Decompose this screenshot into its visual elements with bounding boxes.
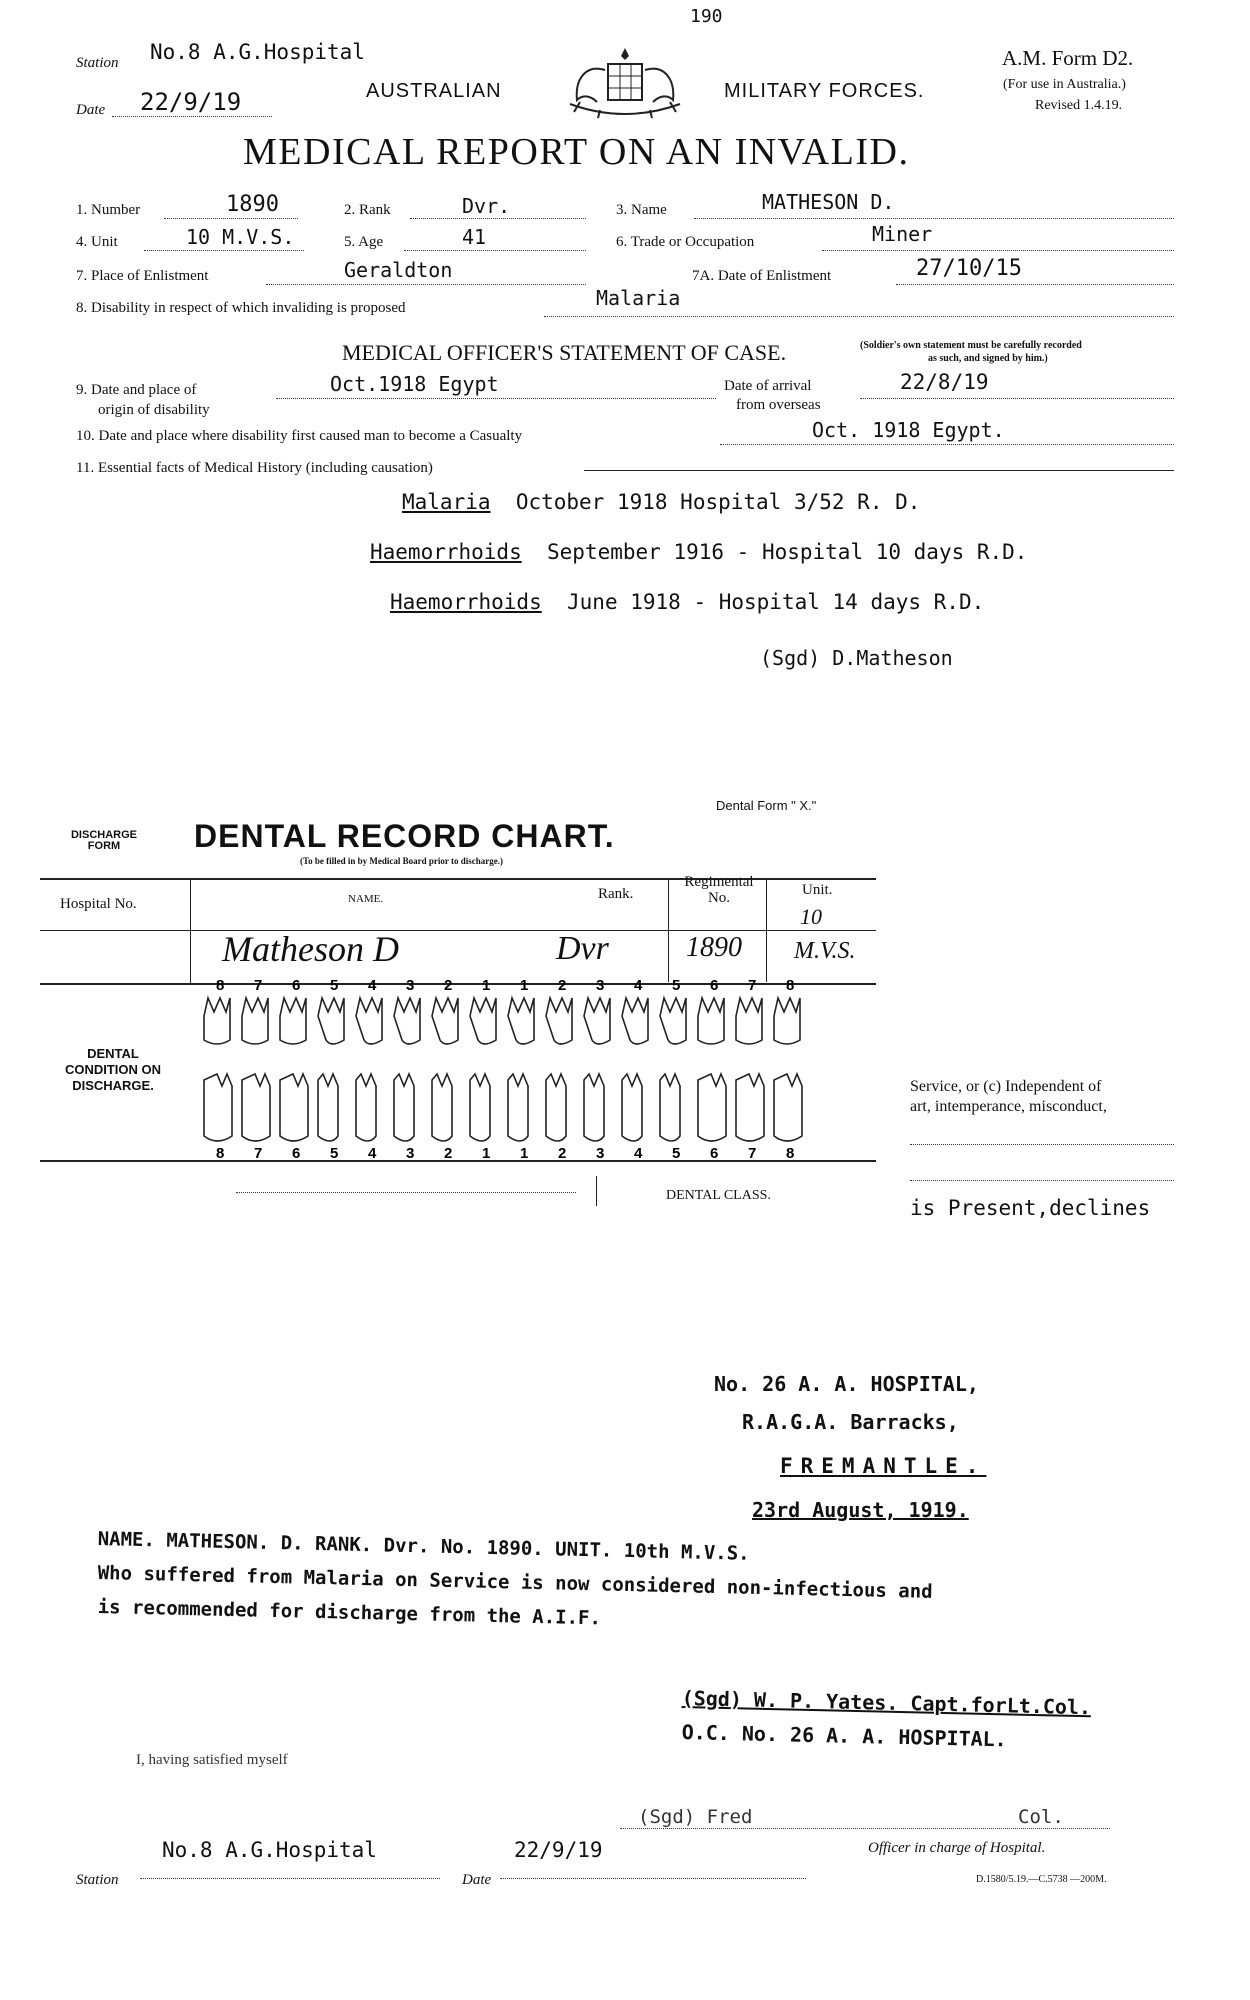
- lower-tooth: [774, 1074, 802, 1141]
- upper-tooth: [774, 998, 800, 1044]
- tooth-number-lower: 3: [596, 1145, 605, 1160]
- footer-date-value: 22/9/19: [514, 1838, 603, 1862]
- hospital-note-officer: O.C. No. 26 A. A. HOSPITAL.: [681, 1720, 1008, 1752]
- partial-line-2: art, intemperance, misconduct,: [910, 1098, 1107, 1115]
- upper-tooth: [470, 998, 496, 1044]
- footer-station-value: No.8 A.G.Hospital: [162, 1838, 377, 1862]
- col-regimental-no: Regimental No.: [684, 874, 754, 906]
- name-value: MATHESON D.: [762, 190, 895, 214]
- lower-tooth: [546, 1074, 566, 1141]
- tooth-number-upper: 8: [216, 977, 225, 994]
- q10-label: 10. Date and place where disability first caused man to become a Casualty: [76, 428, 523, 444]
- q11-label: 11. Essential facts of Medical History (including causation): [76, 460, 433, 476]
- coat-of-arms-emblem: [560, 40, 690, 130]
- col-name: NAME.: [348, 893, 384, 905]
- station-value: No.8 A.G.Hospital: [150, 40, 365, 64]
- entry-name: Matheson D: [222, 929, 399, 969]
- tooth-number-lower: 4: [634, 1145, 643, 1160]
- upper-tooth: [318, 998, 344, 1044]
- lower-tooth: [622, 1074, 642, 1141]
- statement-heading: MEDICAL OFFICER'S STATEMENT OF CASE.: [342, 340, 787, 365]
- upper-tooth: [508, 998, 534, 1044]
- partial-line-3: is Present,declines: [910, 1196, 1151, 1220]
- entry-rank: Dvr: [556, 930, 609, 967]
- tooth-number-upper: 1: [482, 977, 491, 994]
- upper-tooth: [204, 998, 230, 1044]
- dental-form-label: Dental Form " X.": [716, 798, 817, 813]
- upper-tooth: [546, 998, 572, 1044]
- footer-col: Col.: [1018, 1806, 1064, 1828]
- tooth-number-upper: 7: [748, 977, 757, 994]
- lower-tooth: [356, 1074, 376, 1141]
- hospital-note-body-3: is recommended for discharge from the A.I.F.: [97, 1596, 602, 1630]
- unit-label: 4. Unit: [76, 234, 118, 250]
- hospital-note-body-2: Who suffered from Malaria on Service is now considered non-infectious and: [97, 1562, 933, 1603]
- tooth-number-upper: 2: [444, 977, 453, 994]
- lower-tooth: [242, 1074, 270, 1141]
- page-number: 190: [690, 6, 723, 27]
- dental-subtitle: (To be filled in by Medical Board prior to discharge.): [300, 856, 504, 866]
- trade-value: Miner: [872, 222, 933, 246]
- col-unit: Unit.: [802, 882, 833, 898]
- upper-tooth: [432, 998, 458, 1044]
- statement-note-2: as such, and signed by him.): [928, 353, 1048, 364]
- lower-tooth: [736, 1074, 764, 1141]
- number-label: 1. Number: [76, 202, 141, 218]
- footer-signature: (Sgd) Fred: [638, 1806, 753, 1828]
- tooth-number-upper: 4: [368, 977, 377, 994]
- lower-tooth: [508, 1074, 528, 1141]
- rank-label: 2. Rank: [344, 202, 391, 218]
- tooth-number-upper: 1: [520, 977, 529, 994]
- tooth-number-lower: 6: [710, 1145, 719, 1160]
- lower-tooth: [584, 1074, 604, 1141]
- hospital-note-signature: (Sgd) W. P. Yates. Capt.forLt.Col.: [681, 1686, 1092, 1720]
- lower-tooth: [318, 1074, 338, 1141]
- document-title: MEDICAL REPORT ON AN INVALID.: [243, 131, 910, 173]
- tooth-number-upper: 5: [330, 977, 339, 994]
- lower-tooth: [660, 1074, 680, 1141]
- entry-unit-number: 10: [800, 904, 822, 929]
- tooth-number-lower: 8: [786, 1145, 795, 1160]
- date-value: 22/9/19: [140, 88, 242, 116]
- hospital-note-date: 23rd August, 1919.: [752, 1498, 969, 1522]
- age-label: 5. Age: [344, 234, 384, 250]
- form-revised: Revised 1.4.19.: [1035, 98, 1123, 113]
- age-value: 41: [462, 225, 487, 249]
- col-hospital-no: Hospital No.: [60, 896, 137, 912]
- upper-tooth: [736, 998, 762, 1044]
- upper-tooth: [660, 998, 686, 1044]
- tooth-number-lower: 5: [330, 1145, 339, 1160]
- q9-value: Oct.1918 Egypt: [330, 372, 499, 396]
- lower-tooth: [470, 1074, 490, 1141]
- statement-note-1: (Soldier's own statement must be carefully recorded: [860, 340, 1082, 351]
- tooth-number-upper: 7: [254, 977, 263, 994]
- history-line-1: Malaria October 1918 Hospital 3/52 R. D.: [402, 490, 921, 514]
- station-label: Station: [76, 55, 119, 71]
- lower-teeth-chart: [196, 1070, 816, 1160]
- upper-tooth: [356, 998, 382, 1044]
- form-code: A.M. Form D2.: [1002, 46, 1134, 70]
- having-text: I, having satisfied myself: [136, 1752, 288, 1768]
- dental-class: DENTAL CLASS.: [666, 1188, 771, 1203]
- enlistment-date-label: 7A. Date of Enlistment: [692, 268, 832, 284]
- tooth-number-lower: 7: [748, 1145, 757, 1160]
- enlistment-place-value: Geraldton: [344, 258, 453, 282]
- upper-tooth: [584, 998, 610, 1044]
- arrival-value: 22/8/19: [900, 370, 989, 394]
- tooth-number-lower: 1: [482, 1145, 491, 1160]
- tooth-number-upper: 3: [406, 977, 415, 994]
- tooth-number-upper: 2: [558, 977, 567, 994]
- discharge-form-label: DISCHARGE FORM: [70, 829, 137, 852]
- q9-label-2: origin of disability: [98, 402, 210, 418]
- enlistment-date-value: 27/10/15: [916, 256, 1022, 281]
- footer-print-code: D.1580/5.19.—C.5738 —200M.: [976, 1874, 1107, 1885]
- history-line-3: Haemorrhoids June 1918 - Hospital 14 days R.D.: [390, 590, 985, 614]
- upper-tooth: [394, 998, 420, 1044]
- lower-tooth: [698, 1074, 726, 1141]
- tooth-number-lower: 4: [368, 1145, 377, 1160]
- tooth-number-lower: 2: [558, 1145, 567, 1160]
- rank-value: Dvr.: [462, 194, 511, 218]
- partial-line-1: Service, or (c) Independent of: [910, 1078, 1102, 1095]
- tooth-number-upper: 6: [292, 977, 301, 994]
- footer-station-label: Station: [76, 1872, 119, 1888]
- disability-value: Malaria: [596, 286, 681, 310]
- footer-date-label: Date: [462, 1872, 492, 1888]
- arrival-label-2: from overseas: [736, 397, 821, 413]
- hospital-address-3: FREMANTLE.: [780, 1454, 987, 1478]
- entry-regimental: 1890: [686, 932, 742, 963]
- upper-teeth-chart: [196, 976, 816, 1056]
- form-use-note: (For use in Australia.): [1003, 77, 1126, 92]
- tooth-number-lower: 6: [292, 1145, 301, 1160]
- arrival-label-1: Date of arrival: [724, 378, 812, 394]
- upper-tooth: [242, 998, 268, 1044]
- hospital-address-1: No. 26 A. A. HOSPITAL,: [714, 1372, 979, 1396]
- name-label: 3. Name: [616, 202, 667, 218]
- tooth-number-lower: 8: [216, 1145, 225, 1160]
- patient-signature: (Sgd) D.Matheson: [760, 646, 953, 670]
- header-military-forces: MILITARY FORCES.: [724, 80, 925, 102]
- tooth-number-lower: 3: [406, 1145, 415, 1160]
- unit-value: 10 M.V.S.: [186, 225, 295, 249]
- tooth-number-lower: 2: [444, 1145, 453, 1160]
- q9-label-1: 9. Date and place of: [76, 382, 197, 398]
- upper-tooth: [280, 998, 306, 1044]
- dental-condition-label: DENTAL CONDITION ON DISCHARGE.: [64, 1046, 162, 1093]
- entry-unit: M.V.S.: [794, 938, 856, 964]
- footer-officer: Officer in charge of Hospital.: [868, 1840, 1046, 1856]
- lower-tooth: [394, 1074, 414, 1141]
- dental-title: DENTAL RECORD CHART.: [194, 818, 615, 854]
- enlistment-place-label: 7. Place of Enlistment: [76, 268, 209, 284]
- tooth-number-upper: 3: [596, 977, 605, 994]
- tooth-number-lower: 7: [254, 1145, 263, 1160]
- date-label: Date: [76, 102, 106, 118]
- upper-tooth: [698, 998, 724, 1044]
- tooth-number-upper: 8: [786, 977, 795, 994]
- tooth-number-upper: 6: [710, 977, 719, 994]
- disability-label: 8. Disability in respect of which invaliding is proposed: [76, 300, 406, 316]
- hospital-address-2: R.A.G.A. Barracks,: [742, 1410, 959, 1434]
- lower-tooth: [432, 1074, 452, 1141]
- header-australian: AUSTRALIAN: [366, 80, 502, 102]
- history-line-2: Haemorrhoids September 1916 - Hospital 10 days R.D.: [370, 540, 1028, 564]
- tooth-number-lower: 1: [520, 1145, 529, 1160]
- hospital-note-body-1: NAME. MATHESON. D. RANK. Dvr. No. 1890. UNIT. 10th M.V.S.: [97, 1528, 750, 1565]
- tooth-number-upper: 5: [672, 977, 681, 994]
- tooth-number-upper: 4: [634, 977, 643, 994]
- lower-tooth: [204, 1074, 232, 1141]
- lower-tooth: [280, 1074, 308, 1141]
- upper-tooth: [622, 998, 648, 1044]
- q10-value: Oct. 1918 Egypt.: [812, 418, 1005, 442]
- trade-label: 6. Trade or Occupation: [616, 234, 755, 250]
- col-rank: Rank.: [598, 886, 634, 902]
- number-value: 1890: [226, 192, 279, 217]
- tooth-number-lower: 5: [672, 1145, 681, 1160]
